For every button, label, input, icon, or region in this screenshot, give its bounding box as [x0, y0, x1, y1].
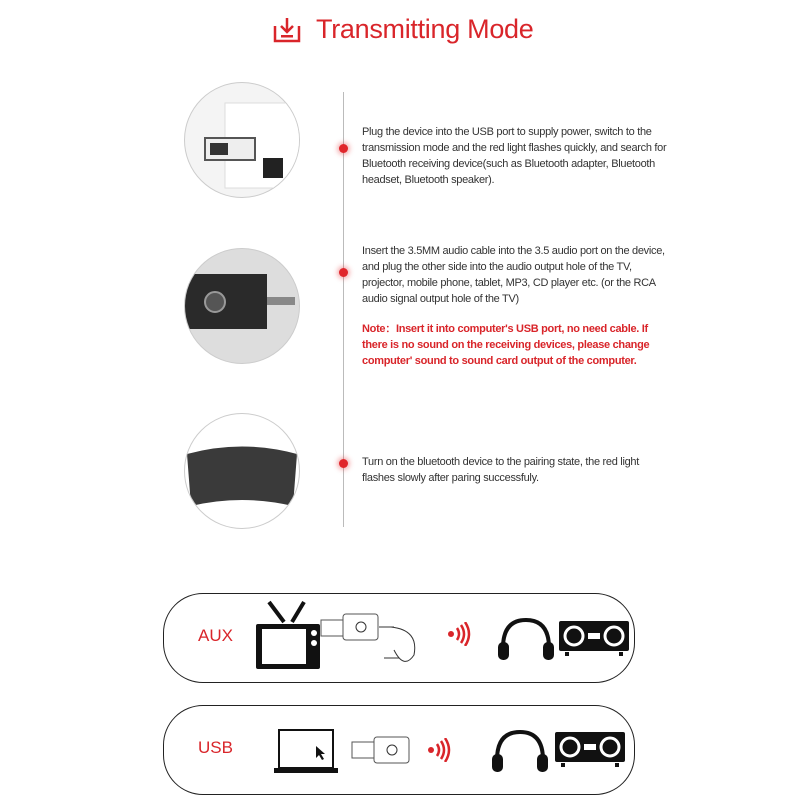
tv-icon	[254, 600, 324, 672]
aux-mode-panel	[163, 593, 635, 683]
step-1-text: Plug the device into the USB port to supply power, switch to the transmission mode and the red light flashes quickly, and search for Bluetooth receiving device(such as Bluetooth adapter, Bluetooth headset, Bluetooth speaker).	[362, 126, 667, 186]
step-2-text: Insert the 3.5MM audio cable into the 3.5 audio port on the device, and plug the other side into the audio output hole of the TV, projector, mobile phone, tablet, MP3, CD player etc. (or the RCA audio signal output hole of the TV)	[362, 245, 665, 305]
bluetooth-adapter-icon	[350, 736, 420, 766]
usb-label: USB	[198, 738, 233, 757]
bluetooth-adapter-icon	[319, 610, 429, 665]
speaker-box-icon	[559, 621, 631, 661]
timeline-dot	[339, 268, 348, 277]
step-2-note: Note：Insert it into computer's USB port, no need cable. If there is no sound on the receiving devices, please change computer' sound to sound card output of the computer.	[362, 323, 650, 367]
aux-jack-icon	[185, 249, 299, 363]
speaker-image	[184, 413, 300, 529]
laptop-icon	[274, 728, 340, 774]
page-title: Transmitting Mode	[316, 14, 534, 44]
headphones-icon	[497, 616, 555, 661]
timeline-dot	[339, 144, 348, 153]
wireless-signal-icon	[447, 622, 471, 646]
usb-port-image	[184, 82, 300, 198]
headphones-icon	[491, 728, 549, 773]
header	[272, 14, 533, 45]
download-icon	[272, 16, 302, 44]
speaker-icon	[185, 414, 299, 528]
timeline-dot	[339, 459, 348, 468]
usb-mode-panel	[163, 705, 635, 795]
wireless-signal-icon	[427, 738, 451, 762]
aux-label: AUX	[198, 626, 233, 645]
step-3-text: Turn on the bluetooth device to the pairing state, the red light flashes slowly after paring successfuly.	[362, 456, 639, 484]
speaker-box-icon	[555, 732, 627, 772]
usb-plug-icon	[185, 83, 299, 197]
audio-cable-image	[184, 248, 300, 364]
